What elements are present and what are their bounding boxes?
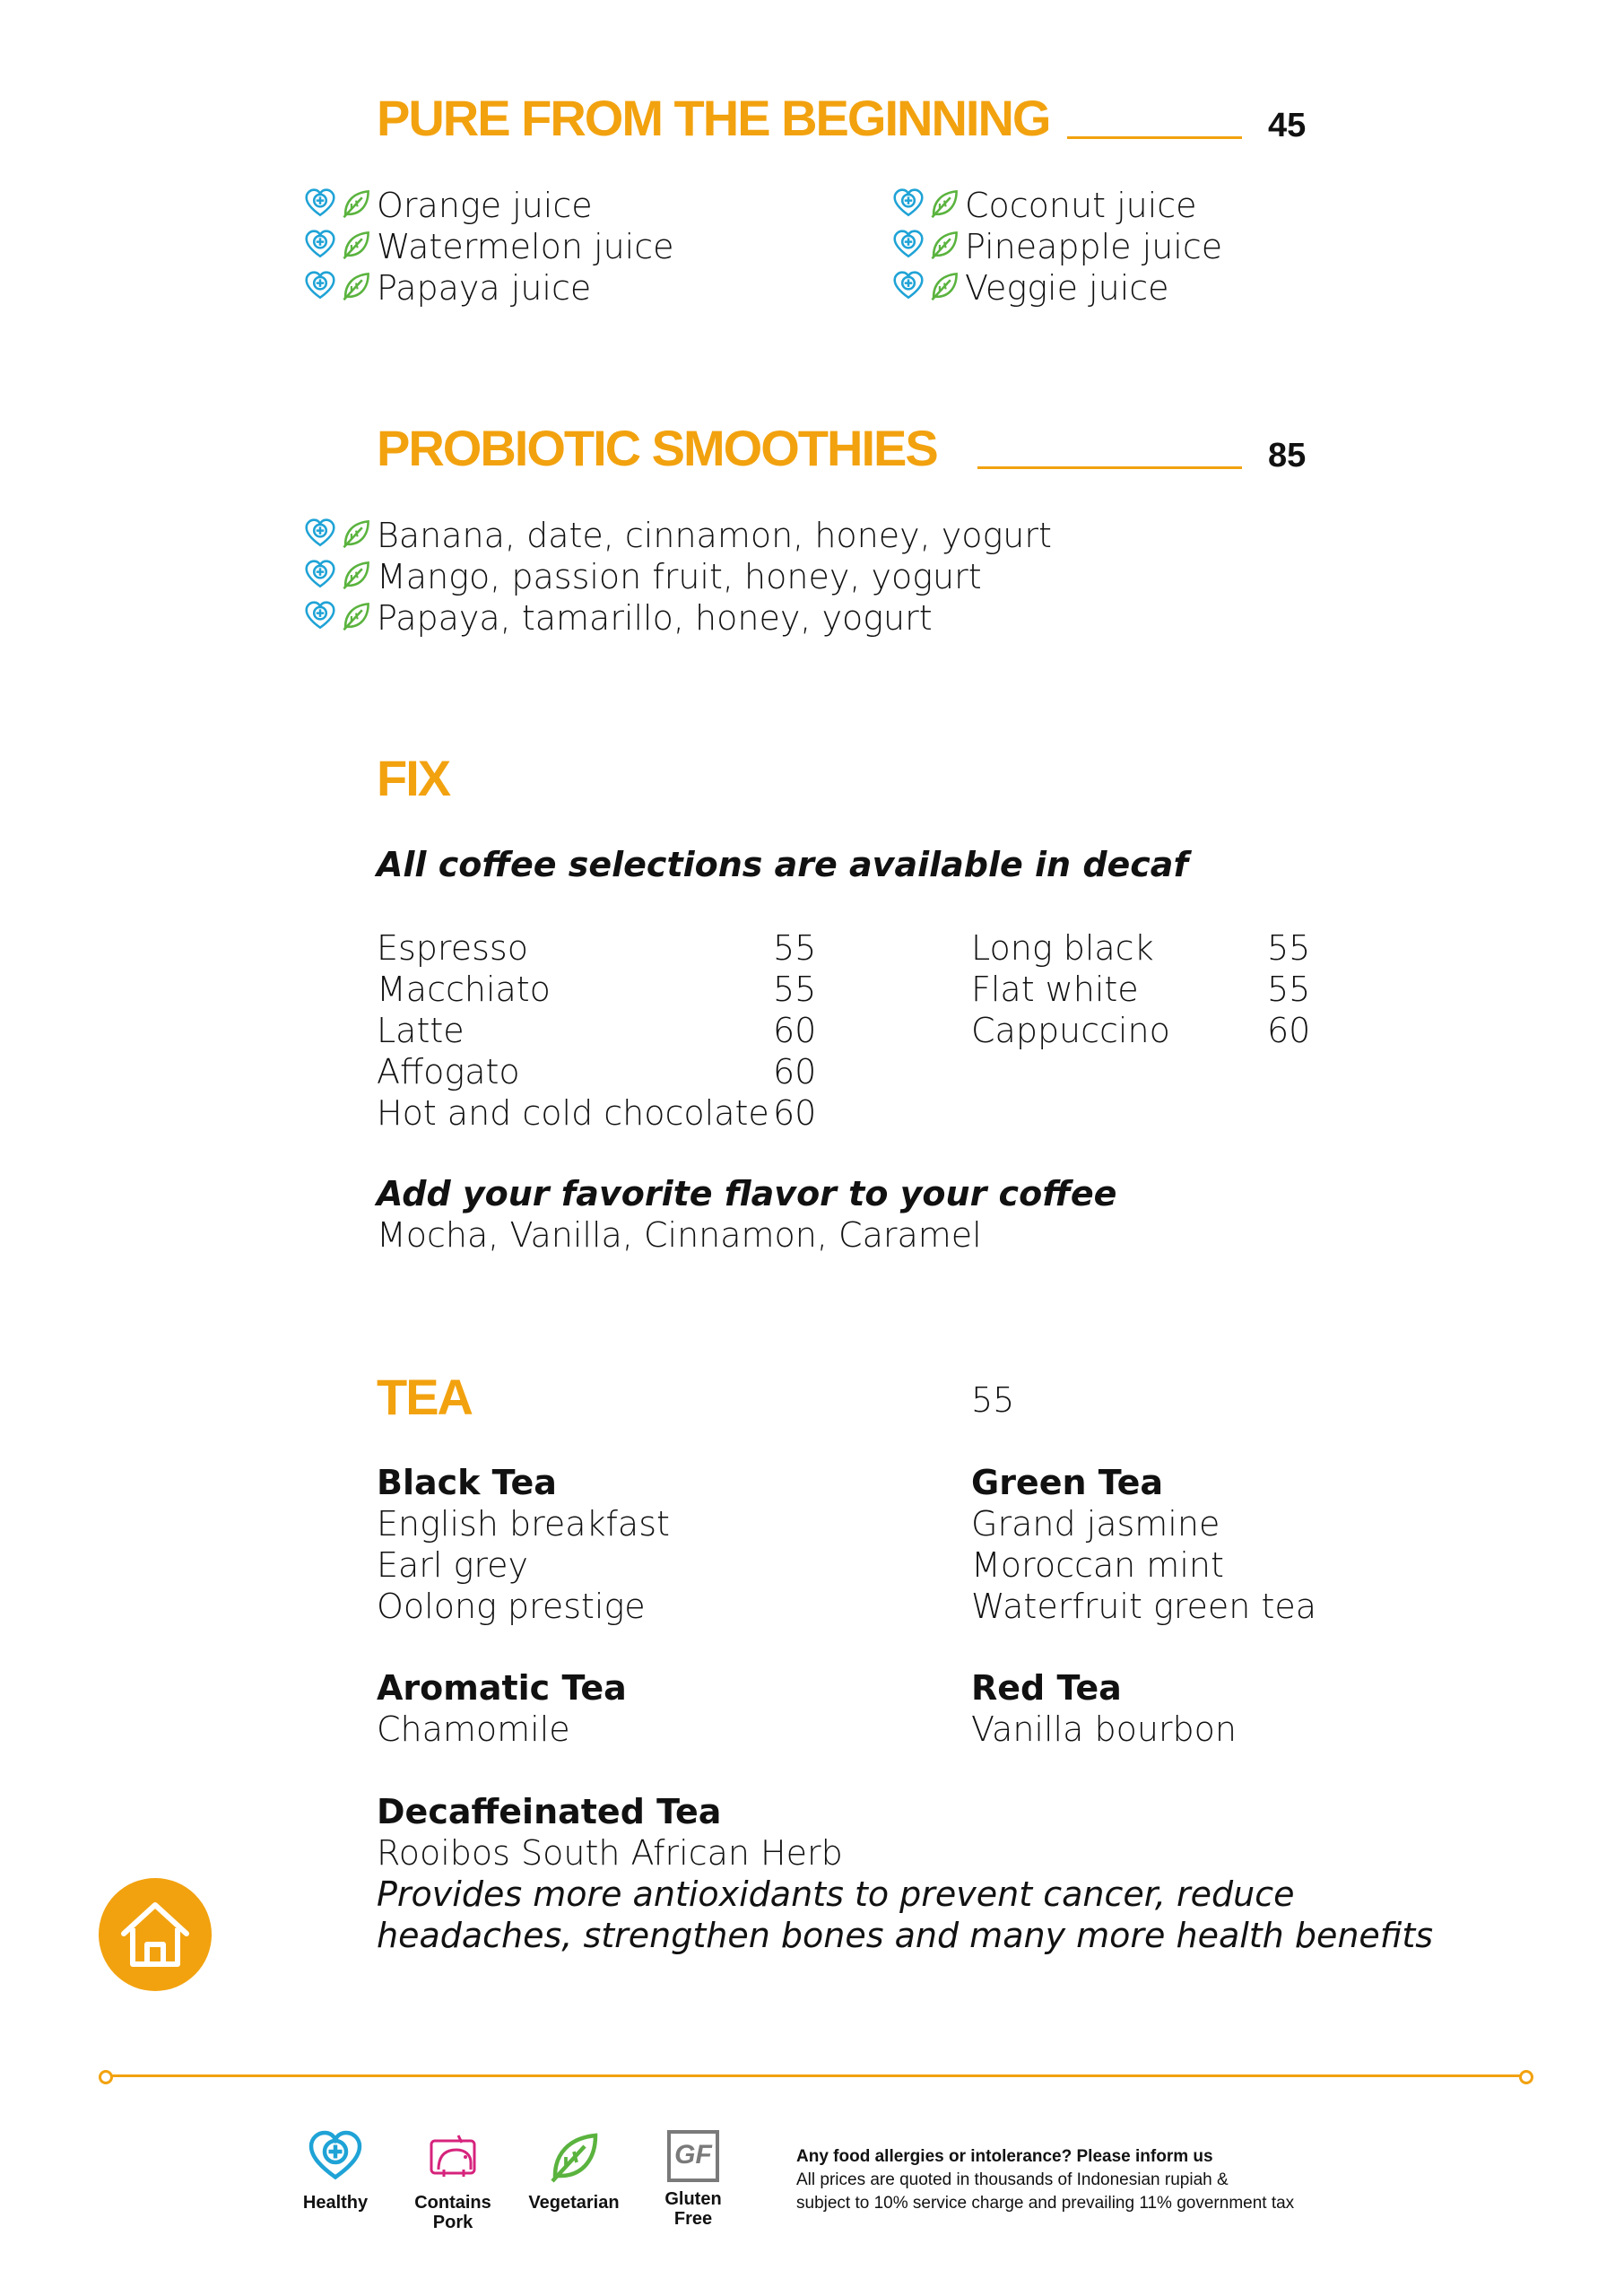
juices-right-list	[893, 185, 1222, 309]
leaf-icon	[929, 271, 960, 301]
list-item: Banana, date, cinnamon, honey, yogurt	[305, 515, 1052, 556]
green-tea-group	[971, 1462, 1316, 1627]
heart-plus-icon	[305, 230, 335, 260]
list-item: Flat white 55	[971, 970, 1311, 1009]
list-item: Papaya juice	[305, 267, 674, 309]
list-item: Moroccan mint	[971, 1545, 1224, 1585]
list-item: Macchiato 55	[377, 970, 817, 1009]
item-price: 55	[773, 970, 817, 1009]
decaf-tea-group	[377, 1791, 1433, 1956]
decaf-tea-note: Provides more antioxidants to prevent cancer, reduce	[377, 1874, 1295, 1914]
list-item: Affogato 60	[377, 1052, 817, 1091]
flavor-heading: Add your favorite flavor to your coffee	[377, 1174, 1117, 1213]
item-price: 60	[773, 1093, 817, 1133]
list-item: Rooibos South African Herb	[377, 1833, 843, 1873]
pig-icon	[426, 2130, 480, 2184]
fix-title: FIX	[377, 750, 450, 806]
heart-plus-icon	[305, 271, 335, 301]
juices-title-rule	[1067, 136, 1242, 139]
list-item: English breakfast	[377, 1504, 670, 1544]
list-item: Vanilla bourbon	[971, 1709, 1237, 1749]
tea-price: 55	[971, 1380, 1015, 1420]
legend-healthy: Healthy	[296, 2130, 375, 2213]
leaf-icon	[341, 518, 371, 549]
prices-note: All prices are quoted in thousands of Indonesian rupiah &	[796, 2170, 1229, 2189]
list-item: Pineapple juice	[893, 226, 1222, 267]
list-item: Mango, passion fruit, honey, yogurt	[305, 556, 1052, 597]
smoothies-title: PROBIOTIC SMOOTHIES	[377, 420, 937, 476]
flavor-list: Mocha, Vanilla, Cinnamon, Caramel	[377, 1215, 982, 1255]
footer-notes	[796, 2145, 1294, 2215]
leaf-icon	[547, 2130, 601, 2184]
item-price: 60	[773, 1052, 817, 1091]
legend-pork: Contains Pork	[413, 2130, 493, 2232]
prices-note: subject to 10% service charge and prevailing 11% government tax	[796, 2194, 1295, 2213]
legend-vegetarian: Vegetarian	[527, 2130, 621, 2213]
coffee-left-list	[377, 927, 816, 1134]
leaf-icon	[929, 230, 960, 260]
legend-gluten-free: GF Gluten Free	[655, 2130, 732, 2229]
red-tea-group	[971, 1667, 1237, 1750]
smoothies-price: 85	[1268, 437, 1307, 474]
list-item: Watermelon juice	[305, 226, 674, 267]
smoothies-title-rule	[977, 466, 1242, 469]
decaf-tea-note: headaches, strengthen bones and many more health benefits	[377, 1916, 1434, 1955]
list-item: Latte 60	[377, 1011, 817, 1050]
juices-left-list	[305, 185, 674, 309]
home-button[interactable]	[99, 1878, 212, 1991]
heart-plus-icon	[305, 560, 335, 590]
heart-plus-icon	[893, 271, 924, 301]
leaf-icon	[341, 271, 371, 301]
list-item: Coconut juice	[893, 185, 1222, 226]
smoothies-list	[305, 515, 1052, 639]
heart-plus-icon	[893, 230, 924, 260]
list-item: Oolong prestige	[377, 1587, 646, 1626]
heart-plus-icon	[305, 601, 335, 631]
list-item: Cappuccino 60	[971, 1011, 1311, 1050]
list-item: Orange juice	[305, 185, 674, 226]
item-price: 55	[773, 928, 817, 968]
juices-title: PURE FROM THE BEGINNING	[377, 90, 1050, 146]
leaf-icon	[341, 188, 371, 219]
item-price: 60	[773, 1011, 817, 1050]
list-item: Earl grey	[377, 1545, 529, 1585]
leaf-icon	[341, 601, 371, 631]
coffee-right-list	[971, 927, 1312, 1051]
leaf-icon	[929, 188, 960, 219]
green-tea-heading: Green Tea	[971, 1463, 1164, 1502]
black-tea-heading: Black Tea	[377, 1463, 557, 1502]
footer-divider	[99, 2070, 1533, 2083]
red-tea-heading: Red Tea	[971, 1668, 1122, 1708]
leaf-icon	[341, 560, 371, 590]
item-price: 55	[1267, 928, 1311, 968]
home-icon	[99, 1878, 212, 1991]
tea-title: TEA	[377, 1369, 472, 1425]
item-price: 60	[1267, 1011, 1311, 1050]
gf-icon: GF	[667, 2130, 719, 2182]
list-item: Papaya, tamarillo, honey, yogurt	[305, 597, 1052, 639]
allergy-note: Any food allergies or intolerance? Please inform us	[796, 2147, 1213, 2166]
heart-plus-icon	[308, 2130, 362, 2184]
black-tea-group	[377, 1462, 670, 1627]
juices-price: 45	[1268, 107, 1307, 144]
leaf-icon	[341, 230, 371, 260]
aromatic-tea-group	[377, 1667, 627, 1750]
list-item: Hot and cold chocolate 60	[377, 1093, 817, 1133]
decaf-tea-heading: Decaffeinated Tea	[377, 1792, 722, 1831]
list-item: Chamomile	[377, 1709, 570, 1749]
item-price: 55	[1267, 970, 1311, 1009]
list-item: Espresso 55	[377, 928, 817, 968]
list-item: Grand jasmine	[971, 1504, 1220, 1544]
fix-decaf-note: All coffee selections are available in decaf	[377, 845, 1188, 884]
aromatic-tea-heading: Aromatic Tea	[377, 1668, 627, 1708]
heart-plus-icon	[305, 188, 335, 219]
heart-plus-icon	[305, 518, 335, 549]
list-item: Veggie juice	[893, 267, 1222, 309]
heart-plus-icon	[893, 188, 924, 219]
list-item: Long black 55	[971, 928, 1311, 968]
list-item: Waterfruit green tea	[971, 1587, 1317, 1626]
